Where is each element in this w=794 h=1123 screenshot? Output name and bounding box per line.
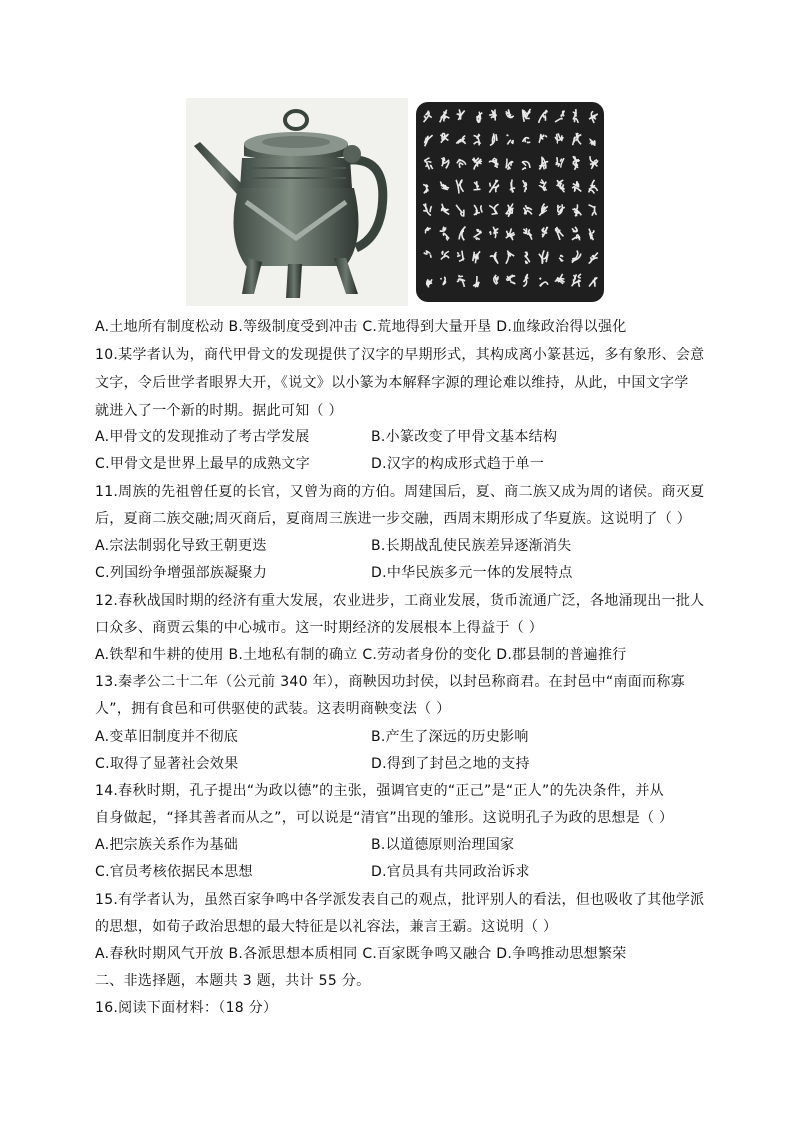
q10-option-a: A.甲骨文的发现推动了考古学发展	[95, 429, 310, 445]
q9-options: A.土地所有制度松动 B.等级制度受到冲击 C.荒地得到大量开垦 D.血缘政治得以强化	[95, 319, 627, 335]
q12-stem-line-2: 口众多、商贾云集的中心城市。这一时期经济的发展根本上得益于（ ）	[95, 620, 544, 636]
q10-stem-line-3: 就进入了一个新的时期。据此可知（ ）	[95, 403, 343, 419]
q16-stem: 16.阅读下面材料：（18 分）	[95, 1000, 278, 1016]
q13-option-b: B.产生了深远的历史影响	[371, 729, 529, 745]
q15-options: A.春秋时期风气开放 B.各派思想本质相同 C.百家既争鸣又融合 D.争鸣推动思想繁荣	[95, 946, 627, 962]
section-2-heading: 二、非选择题，本题共 3 题，共计 55 分。	[95, 973, 371, 989]
q11-option-b: B.长期战乱使民族差异逐渐消失	[371, 538, 572, 554]
q15-stem-line-2: 的思想，如荀子政治思想的最大特征是以礼容法，兼言王霸。这说明（ ）	[95, 919, 558, 935]
q15-stem-line-1: 15.有学者认为，虽然百家争鸣中各学派发表自己的观点，批评别人的看法，但也吸收了其他学派	[95, 892, 705, 908]
q13-option-d: D.得到了封邑之地的支持	[371, 756, 530, 772]
q11-option-c: C.列国纷争增强部族凝聚力	[95, 565, 268, 581]
q14-stem-line-2: 自身做起，“择其善者而从之”，可以说是“清官”出现的雏形。这说明孔子为政的思想是（ ）	[95, 810, 674, 826]
q10-option-b: B.小篆改变了甲骨文基本结构	[371, 429, 558, 445]
q13-option-c: C.取得了显著社会效果	[95, 756, 239, 772]
q11-stem-line-1: 11.周族的先祖曾任夏的长官，又曾为商的方伯。周建国后，夏、商二族又成为周的诸侯。商灭夏	[95, 484, 705, 500]
q10-option-d: D.汉字的构成形式趋于单一	[371, 456, 545, 472]
q11-option-a: A.宗法制弱化导致王朝更迭	[95, 538, 267, 554]
q14-option-d: D.官员具有共同政治诉求	[371, 864, 530, 880]
q13-stem-line-1: 13.秦孝公二十二年（公元前 340 年），商鞅因功封侯，以封邑称商君。在封邑中“南面而称寡	[95, 674, 685, 690]
q13-stem-line-2: 人”，拥有食邑和可供驱使的武装。这表明商鞅变法（ ）	[95, 701, 451, 717]
inscription-rubbing-image	[412, 98, 608, 306]
q11-stem-line-2: 后，夏商二族交融;周灭商后，夏商周三族进一步交融，西周末期形成了华夏族。这说明了（ ）	[95, 511, 692, 527]
inscription-rubbing-drawing	[412, 98, 608, 306]
q14-option-b: B.以道德原则治理国家	[371, 837, 515, 853]
q14-option-a: A.把宗族关系作为基础	[95, 837, 239, 853]
q13-option-a: A.变革旧制度并不彻底	[95, 729, 239, 745]
q12-options: A.铁犁和牛耕的使用 B.土地私有制的确立 C.劳动者身份的变化 D.郡县制的普遍推行	[95, 647, 627, 663]
bronze-vessel-drawing	[186, 98, 408, 306]
q14-stem-line-1: 14.春秋时期，孔子提出“为政以德”的主张，强调官吏的“正己”是“正人”的先决条件，并从	[95, 783, 664, 799]
q10-stem-line-1: 10.某学者认为，商代甲骨文的发现提供了汉字的早期形式，其构成离小篆甚远，多有象形、会意	[95, 347, 705, 363]
q10-stem-line-2: 文字，令后世学者眼界大开，《说文》以小篆为本解释字源的理论难以维持，从此，中国文字学	[95, 375, 689, 391]
q10-option-c: C.甲骨文是世界上最早的成熟文字	[95, 456, 311, 472]
bronze-vessel-image	[186, 98, 408, 306]
q11-option-d: D.中华民族多元一体的发展特点	[371, 565, 573, 581]
inscription-glyph	[494, 275, 498, 284]
q12-stem-line-1: 12.春秋战国时期的经济有重大发展，农业进步，工商业发展，货币流通广泛，各地涌现出一批人	[95, 593, 705, 609]
q14-option-c: C.官员考核依据民本思想	[95, 864, 253, 880]
